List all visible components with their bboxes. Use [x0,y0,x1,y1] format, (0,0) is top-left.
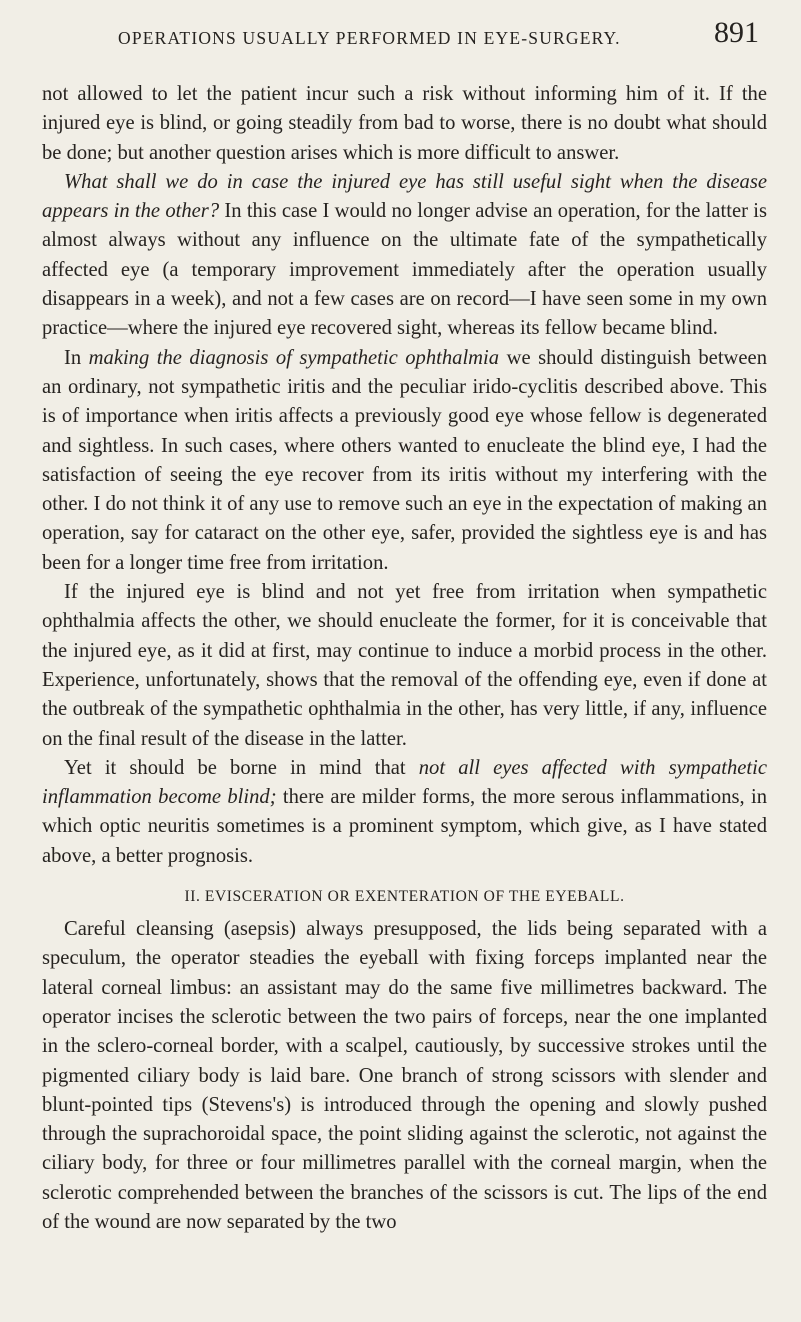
paragraph [42,80,767,168]
paragraph-text: Careful cleansing (asepsis) always presupposed, the lids being separated with a speculum, the operator steadies the eyeball with fixing forceps implanted near the lateral corneal limbus: an assistant may do the same five millimetres backward. The operator incises the sclerotic between the two pairs of forceps, near the one implanted in the sclero-corneal border, with a scalpel, cautiously, by successive strokes until the pigmented ciliary body is laid bare. One branch of strong scissors with slender and blunt-pointed tips (Stevens's) is introduced through the opening and slowly pushed through the suprachoroidal space, the point sliding against the sclerotic, not against the ciliary body, for three or four millimetres parallel with the corneal margin, when the sclerotic comprehended between the branches of the scissors is cut. The lips of the end of the wound are now separated by the two [42,918,767,1233]
section-heading: II. EVISCERATION OR EXENTERATION OF THE EYEBALL. [184,888,625,906]
italic-phrase: making the diagnosis of sympathetic ophthalmia [88,346,500,369]
italic-question: What shall we do in case the injured eye has still useful sight when the disease appears in the other? [42,170,767,223]
paragraph-text: there are milder forms, the more serous inflammations, in which optic neuritis sometimes is a prominent symptom, which give, as I have stated above, a better prognosis. [42,786,767,867]
paragraph-text: In this case I would no longer advise an operation, for the latter is almost always without any influence on the ultimate fate of the sympathetically affected eye (a temporary improvement immediately after the operation usually disappears in a week), and not a few cases are on record—I have seen some in my own practice—where the injured eye recovered sight, whereas its fellow became blind. [42,200,767,340]
paragraph [42,168,767,344]
italic-phrase: not all eyes affected with sympathetic inflammation become blind; [42,756,767,809]
paragraph-lead: Yet it should be borne in mind that [64,756,419,779]
paragraph [42,578,767,754]
page-number: 891 [714,16,759,49]
paragraph-text: we should distinguish between an ordinary, not sympathetic iritis and the peculiar irido-cyclitis described above. This is of importance when iritis affects a previously good eye whose fellow is degenerated and sightless. In such cases, where others wanted to enucleate the blind eye, I had the satisfaction of seeing the eye recover from its iritis without my interfering with the other. I do not think it of any use to remove such an eye in the expectation of making an operation, say for cataract on the other eye, safer, provided the sightless eye is and has been for a longer time free from irritation. [42,346,767,574]
paragraph [42,754,767,871]
paragraph-text: If the injured eye is blind and not yet free from irritation when sympathetic ophthalmia affects the other, we should enucleate the former, for it is conceivable that the injured eye, as it did at first, may continue to induce a morbid process in the other. Experience, unfortunately, shows that the removal of the offending eye, even if done at the outbreak of the sympathetic ophthalmia in the other, has very little, if any, influence on the final result of the disease in the latter. [42,581,767,750]
running-head [118,16,767,56]
paragraph [42,344,767,578]
running-head-title: OPERATIONS USUALLY PERFORMED IN EYE-SURGERY. [118,28,621,48]
body-text [42,80,767,1237]
paragraph-lead: In [64,346,89,369]
paragraph [42,915,767,1237]
paragraph-text: not allowed to let the patient incur such a risk without informing him of it. If the injured eye is blind, or going steadily from bad to worse, there is no doubt what should be done; but another question arises which is more difficult to answer. [42,83,767,164]
